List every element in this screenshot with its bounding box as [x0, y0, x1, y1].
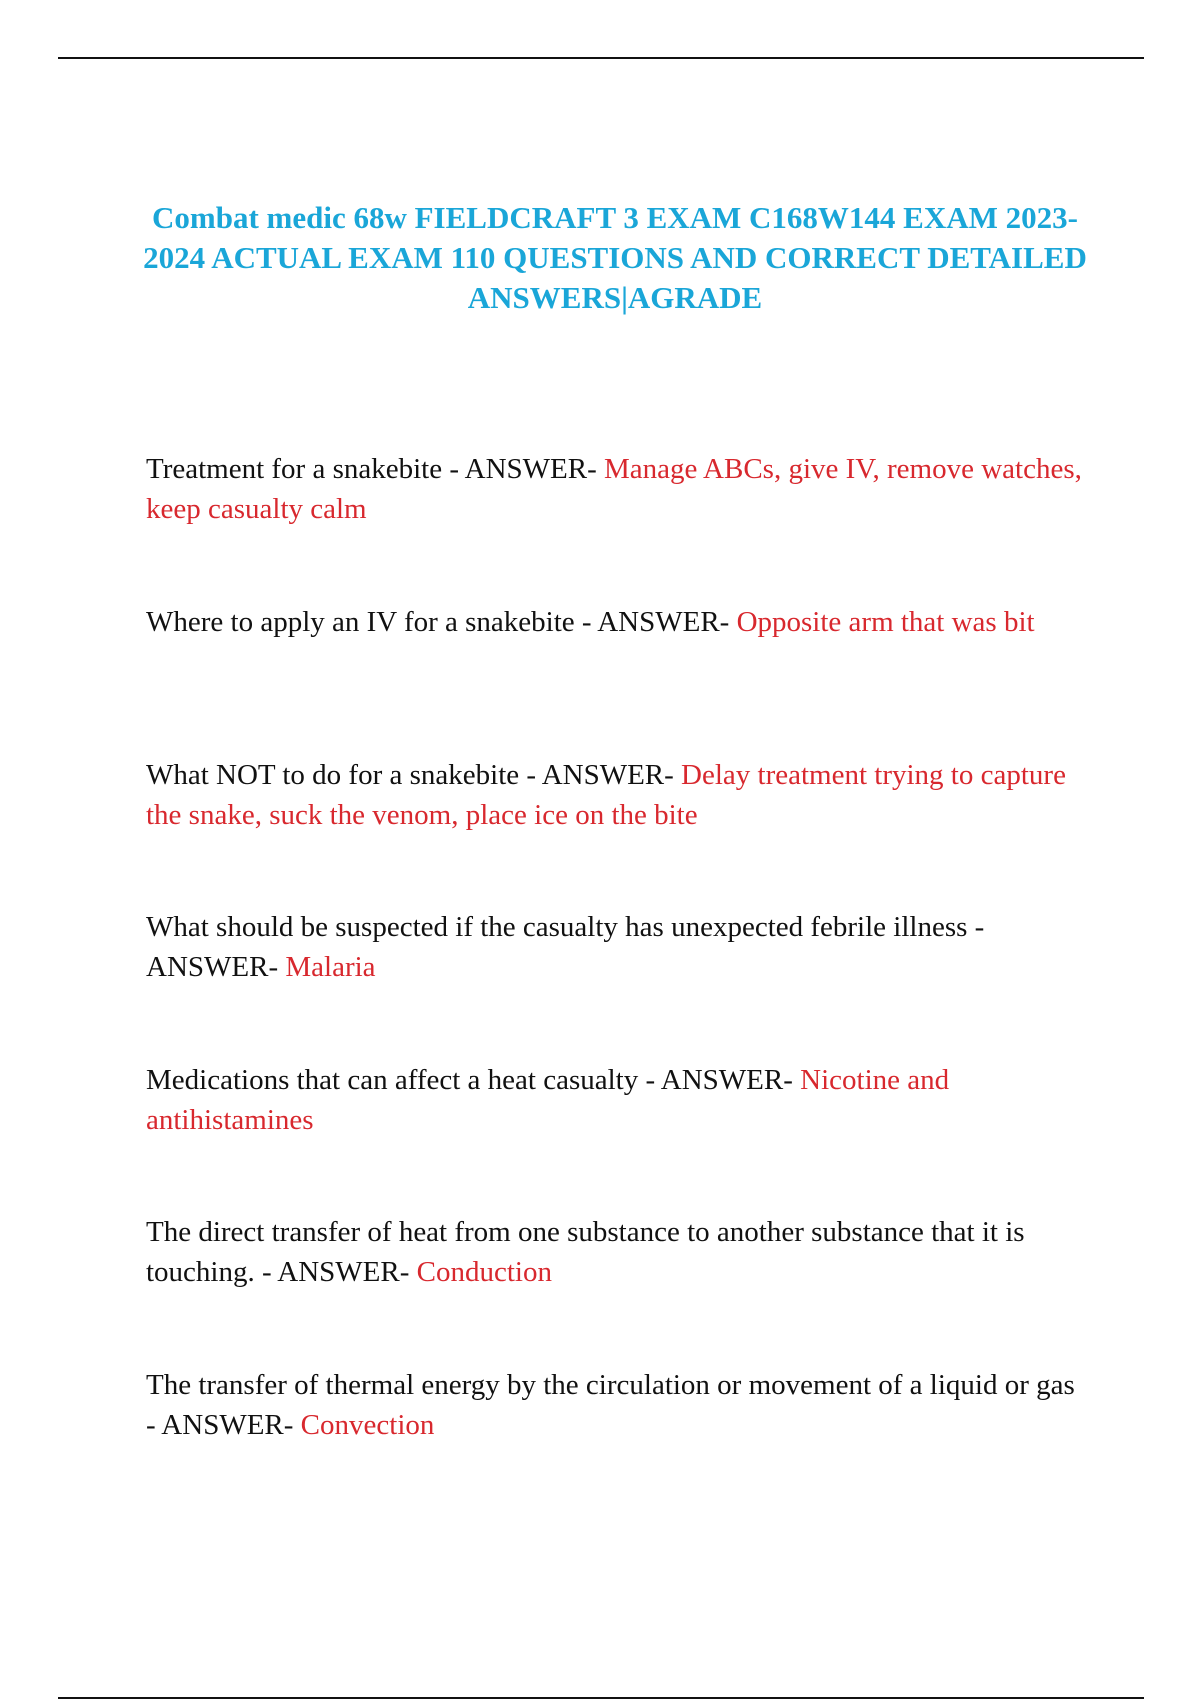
document-title: Combat medic 68w FIELDCRAFT 3 EXAM C168W144 EXAM 2023-2024 ACTUAL EXAM 110 QUESTIONS AND CORRECT DETAILED ANSWERS|AGRADE [143, 200, 1087, 315]
question-text: What NOT to do for a snakebite - ANSWER- [146, 759, 682, 791]
question-text: Medications that can affect a heat casualty - ANSWER- [146, 1064, 801, 1096]
answer-text: Manage ABCs, give IV, remove watches, keep casualty calm [146, 453, 1082, 525]
question-text: Where to apply an IV for a snakebite - ANSWER- [146, 606, 737, 638]
qa-item [146, 1212, 1086, 1292]
answer-text: Conduction [416, 1256, 552, 1288]
qa-item [146, 755, 1086, 835]
qa-item [146, 1060, 1086, 1140]
answer-text: Delay treatment trying to capture the snake, suck the venom, place ice on the bite [146, 759, 1066, 831]
answer-text: Opposite arm that was bit [736, 606, 1035, 638]
question-text: What should be suspected if the casualty has unexpected febrile illness - ANSWER- [146, 911, 985, 983]
answer-text: Convection [300, 1409, 435, 1441]
answer-text: Nicotine and antihistamines [146, 1064, 950, 1136]
qa-item [146, 602, 1086, 642]
qa-item [146, 449, 1086, 529]
question-text: The direct transfer of heat from one substance to another substance that it is touching. - ANSWER- [146, 1216, 1025, 1288]
question-text: Treatment for a snakebite - ANSWER- [146, 453, 604, 485]
question-text: The transfer of thermal energy by the circulation or movement of a liquid or gas - ANSWER- [146, 1369, 1075, 1441]
top-rule [58, 57, 1144, 59]
qa-item [146, 907, 1086, 987]
qa-item [146, 1365, 1086, 1445]
bottom-rule [58, 1697, 1144, 1699]
answer-text: Malaria [285, 951, 376, 983]
